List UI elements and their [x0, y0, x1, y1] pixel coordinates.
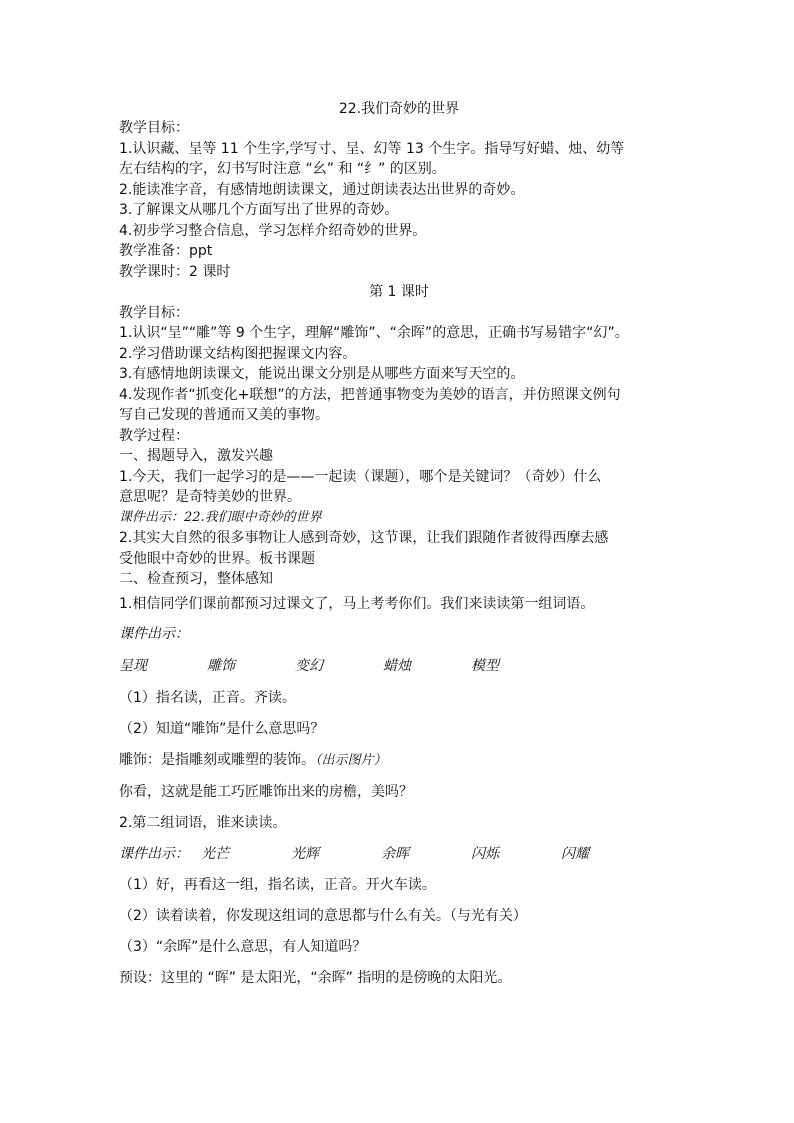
- lesson-goals-heading: 教学目标：: [119, 304, 189, 321]
- paragraph-line: 1.相信同学们课前都预习过课文了，马上考考你们。我们来读读第一组词语。: [119, 595, 595, 612]
- courseware-show: 课件出示：: [119, 845, 189, 862]
- paragraph-line: （2）知道“雕饰”是什么意思吗？: [119, 720, 325, 737]
- paragraph-line: 2.其实大自然的很多事物让人感到奇妙，这节课，让我们跟随作者彼得西摩去感: [119, 530, 609, 546]
- definition-note: （出示图片）: [315, 752, 387, 768]
- process-heading: 教学过程：: [119, 427, 189, 444]
- word-list-1: [119, 656, 679, 676]
- lesson-goal-line: 写自己发现的普通而又美的事物。: [119, 407, 329, 423]
- word-item: 闪耀: [561, 845, 589, 862]
- paragraph-line: （3）“余晖”是什么意思，有人知道吗？: [119, 938, 367, 955]
- paragraph-line: 预设：这里的 “晖” 是太阳光，“余晖” 指明的是傍晚的太阳光。: [119, 969, 512, 986]
- paragraph-line: 意思呢？是奇特美妙的世界。: [119, 489, 301, 505]
- paragraph-line: 2.第二组词语，谁来读读。: [119, 814, 287, 831]
- paragraph-line: （2）读着读着，你发现这组词的意思都与什么有关。（与光有关）: [119, 907, 527, 924]
- teaching-prep: 教学准备：ppt: [119, 243, 213, 259]
- paragraph-line: 你看，这就是能工巧匠雕饰出来的房檐，美吗？: [119, 783, 413, 800]
- section-heading: 二、检查预习，整体感知: [119, 571, 273, 587]
- paragraph-line: 1.今天，我们一起学习的是——一起读（课题），哪个是关键词？（奇妙）什么: [119, 468, 602, 485]
- section-heading: 一、揭题导入，激发兴趣: [119, 448, 273, 464]
- document-body: [119, 100, 679, 988]
- goal-line: 4.初步学习整合信息，学习怎样介绍奇妙的世界。: [119, 222, 427, 239]
- goal-line: 3.了解课文从哪几个方面写出了世界的奇妙。: [119, 202, 399, 218]
- lesson-goal-line: 3.有感情地朗读课文，能说出课文分别是从哪些方面来写天空的。: [119, 366, 525, 382]
- definition-line: [119, 750, 679, 771]
- courseware-show: 课件出示：22.我们眼中奇妙的世界: [119, 509, 322, 525]
- goal-line: 1.认识藏、呈等 11 个生字,学写寸、呈、幻等 13 个生字。指导写好蜡、烛、幼等: [119, 140, 625, 157]
- goal-line: 左右结构的字，幻书写时注意 “幺” 和 “纟” 的区别。: [119, 161, 446, 177]
- lesson-goal-line: 4.发现作者“抓变化+联想”的方法，把普通事物变为美妙的语言，并仿照课文例句: [119, 386, 621, 403]
- teaching-hours: 教学课时：2 课时: [119, 263, 231, 280]
- paragraph-line: （1）好，再看这一组，指名读，正音。开火车读。: [119, 876, 436, 893]
- word-item: 光芒: [201, 845, 229, 862]
- word-item: 闪烁: [471, 845, 499, 862]
- definition-text: 雕饰：是指雕刻或雕塑的装饰。: [119, 751, 315, 768]
- word-item: 蜡烛: [383, 657, 411, 674]
- lesson-title: 第 1 课时: [369, 284, 429, 300]
- goal-line: 2.能读准字音，有感情地朗读课文，通过朗读表达出世界的奇妙。: [119, 181, 525, 198]
- word-item: 光辉: [291, 845, 319, 862]
- word-item: 模型: [471, 657, 499, 674]
- word-list-2: [119, 844, 679, 864]
- word-item: 变幻: [295, 657, 323, 674]
- courseware-show: 课件出示：: [119, 625, 189, 642]
- document-title: 22.我们奇妙的世界: [338, 101, 460, 117]
- paragraph-line: 受他眼中奇妙的世界。板书课题: [119, 550, 315, 567]
- word-item: 雕饰: [207, 657, 235, 674]
- paragraph-line: （1）指名读，正音。齐读。: [119, 689, 296, 706]
- word-item: 余晖: [381, 845, 409, 862]
- word-item: 呈现: [119, 657, 147, 674]
- lesson-goal-line: 2.学习借助课文结构图把握课文内容。: [119, 345, 357, 362]
- lesson-goal-line: 1.认识“呈”“雕”等 9 个生字，理解“雕饰”、“余晖”的意思，正确书写易错字“幻”。: [119, 325, 629, 341]
- goals-heading: 教学目标：: [119, 120, 189, 136]
